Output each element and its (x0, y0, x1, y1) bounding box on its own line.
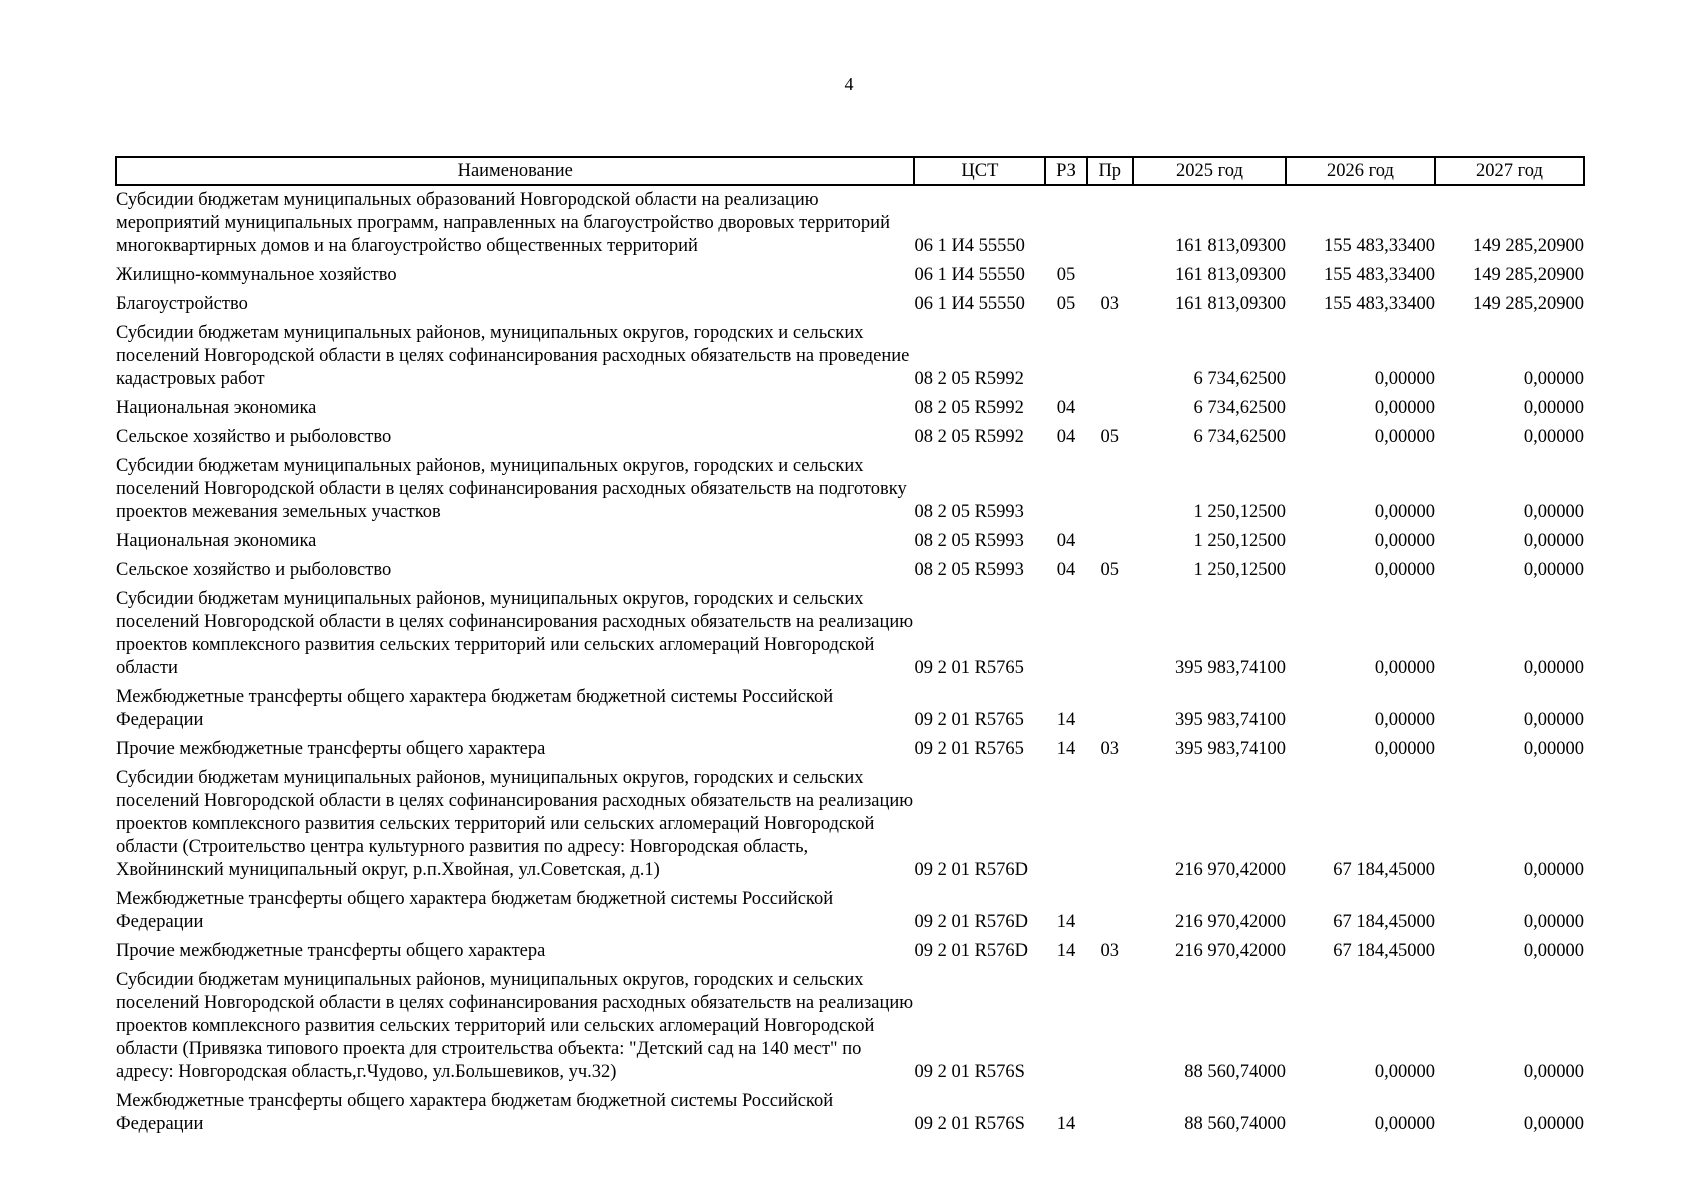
row-cst: 06 1 И4 55550 (914, 294, 1025, 314)
row-2026: 0,00000 (1374, 739, 1435, 759)
row-name: Благоустройство (116, 294, 248, 314)
row-2027: 0,00000 (1523, 912, 1584, 932)
row-2026: 67 184,45000 (1333, 912, 1435, 932)
row-name: Субсидии бюджетам муниципальных районов, муниципальных округов, городских и сельских поселений Новгородской области в целях софинансирования расходных обязательств на реализацию проектов комплексного развития сельских территорий или сельских агломераций Новгородской области (Строительство центра культурного развития по адресу: Новгородская область, Хвойнинский муниципальный округ, р.п.Хвойная, ул.Советская, д.1) (116, 768, 914, 880)
row-2026: 0,00000 (1374, 560, 1435, 580)
table-row (116, 556, 1584, 585)
row-2027: 149 285,20900 (1473, 265, 1584, 285)
row-2027: 0,00000 (1523, 658, 1584, 678)
row-2025: 6 734,62500 (1193, 427, 1286, 447)
row-pr (1087, 966, 1133, 1087)
row-name: Сельское хозяйство и рыболовство (116, 560, 392, 580)
row-2027: 0,00000 (1523, 398, 1584, 418)
row-2026: 0,00000 (1374, 1114, 1435, 1134)
row-rz (1045, 764, 1086, 885)
table-row (116, 937, 1584, 966)
row-pr (1087, 185, 1133, 261)
row-name: Сельское хозяйство и рыболовство (116, 427, 392, 447)
row-name: Прочие межбюджетные трансферты общего характера (116, 739, 546, 759)
row-cst: 08 2 05 R5993 (914, 560, 1024, 580)
row-cst: 06 1 И4 55550 (914, 236, 1025, 256)
row-cst: 08 2 05 R5993 (914, 502, 1024, 522)
table-row (116, 966, 1584, 1087)
row-rz: 05 (1056, 265, 1076, 285)
row-rz (1045, 319, 1086, 394)
table-header-row (116, 157, 1584, 185)
row-2027: 0,00000 (1523, 1062, 1584, 1082)
row-name: Субсидии бюджетам муниципальных районов, муниципальных округов, городских и сельских поселений Новгородской области в целях софинансирования расходных обязательств на подготовку проектов межевания земельных участков (116, 456, 907, 522)
row-2025: 161 813,09300 (1174, 265, 1286, 285)
table-row (116, 527, 1584, 556)
row-rz: 04 (1056, 531, 1076, 551)
row-2025: 6 734,62500 (1193, 369, 1286, 389)
row-2027: 0,00000 (1523, 369, 1584, 389)
row-name: Прочие межбюджетные трансферты общего характера (116, 941, 546, 961)
row-2026: 0,00000 (1374, 531, 1435, 551)
row-2027: 0,00000 (1523, 560, 1584, 580)
row-rz: 14 (1056, 912, 1076, 932)
row-2027: 0,00000 (1523, 1114, 1584, 1134)
row-pr (1087, 261, 1133, 290)
row-name: Субсидии бюджетам муниципальных районов, муниципальных округов, городских и сельских поселений Новгородской области в целях софинансирования расходных обязательств на реализацию проектов комплексного развития сельских территорий или сельских агломераций Новгородской области (116, 589, 914, 678)
row-rz: 04 (1056, 427, 1076, 447)
header-rz: РЗ (1045, 157, 1086, 185)
row-pr: 05 (1100, 427, 1119, 447)
row-pr: 03 (1100, 739, 1119, 759)
row-2026: 67 184,45000 (1333, 941, 1435, 961)
row-2025: 216 970,42000 (1174, 941, 1286, 961)
table-row (116, 319, 1584, 394)
row-name: Национальная экономика (116, 398, 317, 418)
table-row (116, 423, 1584, 452)
header-name: Наименование (116, 157, 914, 185)
row-2026: 0,00000 (1374, 398, 1435, 418)
row-name: Национальная экономика (116, 531, 317, 551)
row-2025: 161 813,09300 (1174, 294, 1286, 314)
row-2025: 161 813,09300 (1174, 236, 1286, 256)
row-2026: 0,00000 (1374, 710, 1435, 730)
table-row (116, 394, 1584, 423)
row-2026: 0,00000 (1374, 658, 1435, 678)
row-name: Межбюджетные трансферты общего характера бюджетам бюджетной системы Российской Федерации (116, 889, 834, 932)
row-2025: 1 250,12500 (1193, 560, 1286, 580)
row-cst: 08 2 05 R5992 (914, 427, 1024, 447)
table-row (116, 452, 1584, 527)
row-name: Субсидии бюджетам муниципальных образований Новгородской области на реализацию мероприятий муниципальных программ, направленных на благоустройство дворовых территорий многоквартирных домов и на благоустройство общественных территорий (116, 190, 890, 256)
table-row (116, 585, 1584, 683)
header-cst: ЦСТ (914, 157, 1045, 185)
row-pr (1087, 764, 1133, 885)
row-2025: 395 983,74100 (1174, 710, 1286, 730)
table-row (116, 261, 1584, 290)
row-rz: 14 (1056, 1114, 1076, 1134)
row-rz (1045, 585, 1086, 683)
row-cst: 09 2 01 R576S (914, 1114, 1025, 1134)
row-2025: 6 734,62500 (1193, 398, 1286, 418)
row-pr: 03 (1100, 294, 1119, 314)
budget-table (115, 156, 1585, 1139)
row-name: Межбюджетные трансферты общего характера бюджетам бюджетной системы Российской Федерации (116, 1091, 834, 1134)
row-2027: 0,00000 (1523, 860, 1584, 880)
row-cst: 09 2 01 R576D (914, 912, 1029, 932)
row-2025: 216 970,42000 (1174, 912, 1286, 932)
row-2026: 0,00000 (1374, 502, 1435, 522)
row-pr: 03 (1100, 941, 1119, 961)
row-rz (1045, 966, 1086, 1087)
table-row (116, 185, 1584, 261)
row-cst: 09 2 01 R576D (914, 860, 1029, 880)
row-pr (1087, 1087, 1133, 1139)
row-2027: 0,00000 (1523, 427, 1584, 447)
row-2025: 1 250,12500 (1193, 502, 1286, 522)
row-cst: 09 2 01 R576S (914, 1062, 1025, 1082)
row-2026: 155 483,33400 (1323, 294, 1435, 314)
table-row (116, 683, 1584, 735)
row-2025: 88 560,74000 (1184, 1062, 1286, 1082)
row-2026: 0,00000 (1374, 369, 1435, 389)
row-2027: 149 285,20900 (1473, 294, 1584, 314)
row-2025: 1 250,12500 (1193, 531, 1286, 551)
row-2027: 0,00000 (1523, 531, 1584, 551)
row-2025: 88 560,74000 (1184, 1114, 1286, 1134)
row-2026: 155 483,33400 (1323, 265, 1435, 285)
row-rz: 14 (1056, 739, 1076, 759)
row-2026: 155 483,33400 (1323, 236, 1435, 256)
row-rz (1045, 185, 1086, 261)
row-cst: 08 2 05 R5993 (914, 531, 1024, 551)
header-pr: Пр (1087, 157, 1133, 185)
row-pr (1087, 394, 1133, 423)
header-2026: 2026 год (1286, 157, 1435, 185)
row-pr (1087, 585, 1133, 683)
row-pr: 05 (1100, 560, 1119, 580)
table-row (116, 885, 1584, 937)
row-name: Межбюджетные трансферты общего характера бюджетам бюджетной системы Российской Федерации (116, 687, 834, 730)
row-cst: 09 2 01 R576D (914, 941, 1029, 961)
row-rz: 14 (1056, 941, 1076, 961)
row-rz: 04 (1056, 560, 1076, 580)
row-2025: 216 970,42000 (1174, 860, 1286, 880)
row-rz: 05 (1056, 294, 1076, 314)
row-cst: 09 2 01 R5765 (914, 658, 1024, 678)
table-row (116, 1087, 1584, 1139)
table-body (116, 185, 1584, 1139)
row-2025: 395 983,74100 (1174, 739, 1286, 759)
row-2025: 395 983,74100 (1174, 658, 1286, 678)
row-2027: 149 285,20900 (1473, 236, 1584, 256)
row-cst: 08 2 05 R5992 (914, 369, 1024, 389)
row-cst: 09 2 01 R5765 (914, 710, 1024, 730)
header-2027: 2027 год (1435, 157, 1584, 185)
row-name: Субсидии бюджетам муниципальных районов, муниципальных округов, городских и сельских поселений Новгородской области в целях софинансирования расходных обязательств на реализацию проектов комплексного развития сельских территорий или сельских агломераций Новгородской области (Привязка типового проекта для строительства объекта: "Детский сад на 140 мест" по адресу: Новгородская область,г.Чудово, ул.Большевиков, уч.32) (116, 970, 914, 1082)
row-pr (1087, 885, 1133, 937)
row-pr (1087, 452, 1133, 527)
row-2027: 0,00000 (1523, 710, 1584, 730)
row-pr (1087, 319, 1133, 394)
header-2025: 2025 год (1133, 157, 1286, 185)
row-2027: 0,00000 (1523, 502, 1584, 522)
row-pr (1087, 683, 1133, 735)
row-2026: 0,00000 (1374, 427, 1435, 447)
row-name: Жилищно-коммунальное хозяйство (116, 265, 397, 285)
page-number: 4 (844, 74, 854, 94)
row-2026: 0,00000 (1374, 1062, 1435, 1082)
table-row (116, 764, 1584, 885)
row-pr (1087, 527, 1133, 556)
row-name: Субсидии бюджетам муниципальных районов, муниципальных округов, городских и сельских поселений Новгородской области в целях софинансирования расходных обязательств на проведение кадастровых работ (116, 323, 910, 389)
row-rz: 04 (1056, 398, 1076, 418)
table-row (116, 290, 1584, 319)
row-2027: 0,00000 (1523, 941, 1584, 961)
row-2027: 0,00000 (1523, 739, 1584, 759)
table-row (116, 735, 1584, 764)
row-2026: 67 184,45000 (1333, 860, 1435, 880)
row-cst: 09 2 01 R5765 (914, 739, 1024, 759)
row-rz (1045, 452, 1086, 527)
row-rz: 14 (1056, 710, 1076, 730)
row-cst: 06 1 И4 55550 (914, 265, 1025, 285)
row-cst: 08 2 05 R5992 (914, 398, 1024, 418)
